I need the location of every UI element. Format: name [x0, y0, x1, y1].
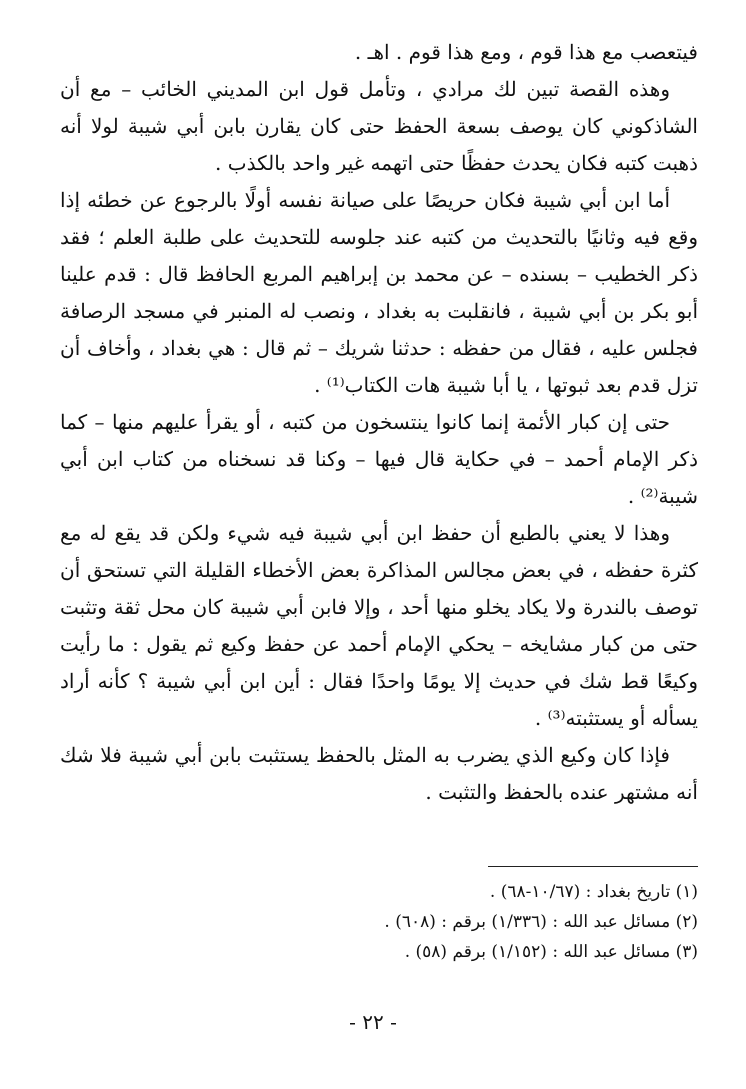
main-text	[60, 34, 698, 811]
paragraph-3: أما ابن أبي شيبة فكان حريصًا على صيانة نفسه أولًا بالرجوع عن خطئه إذا وقع فيه وثانيًا بالتحديث من كتبه عند جلوسه للتحديث على طلبة العلم ؛ فقد ذكر الخطيب – بسنده – عن محمد بن إبراهيم المربع الحافظ قال : قدم علينا أبو بكر بن أبي شيبة ، فانقلبت به بغداد ، ونصب له المنبر في مسجد الرصافة فجلس عليه ، فقال من حفظه : حدثنا شريك – ثم قال : هي بغداد ، وأخاف أن تزل قدم بعد ثبوتها ، يا أبا شيبة هات الكتاب⁽¹⁾ .	[60, 188, 698, 397]
footnotes	[60, 877, 698, 967]
footnote-3: (٣) مسائل عبد الله : (١/١٥٢) برقم (٥٨) .	[404, 942, 698, 962]
paragraph-6: فإذا كان وكيع الذي يضرب به المثل بالحفظ يستثبت بابن أبي شيبة فلا شك أنه مشتهر عنده بالحفظ والتثبت .	[60, 743, 698, 804]
footnote-1: (١) تاريخ بغداد : (١٠/٦٧-٦٨) .	[489, 882, 698, 902]
paragraph-5: وهذا لا يعني بالطبع أن حفظ ابن أبي شيبة فيه شيء ولكن قد يقع له مع كثرة حفظه ، في بعض مجالس المذاكرة بعض الأخطاء القليلة التي تستحق أن توصف بالندرة ولا يكاد يخلو منها أحد ، وإلا فابن أبي شيبة كان محل ثقة وتثبت حتى من كبار مشايخه – يحكي الإمام أحمد عن حفظ وكيع ثم يقول : ما رأيت وكيعًا قط شك في حديث إلا يومًا واحدًا فقال : أين ابن أبي شيبة ؟ كأنه أراد يسأله أو يستثبته⁽³⁾ .	[60, 521, 698, 730]
footnote-divider	[488, 866, 698, 867]
page-number: - ٢٢ -	[349, 1010, 397, 1034]
paragraph-4: حتى إن كبار الأئمة إنما كانوا ينتسخون من كتبه ، أو يقرأ عليهم منها – كما ذكر الإمام أحمد – في حكاية قال فيها – وكنا قد نسخناه من كتاب ابن أبي شيبة⁽²⁾ .	[60, 410, 698, 508]
paragraph-1: فيتعصب مع هذا قوم ، ومع هذا قوم . اهـ .	[354, 40, 698, 64]
paragraph-2: وهذه القصة تبين لك مرادي ، وتأمل قول ابن المديني الخائب – مع أن الشاذكوني كان يوصف بسعة الحفظ حتى كان يقارن بابن أبي شيبة لولا أنه ذهبت كتبه فكان يحدث حفظًا حتى اتهمه غير واحد بالكذب .	[60, 77, 698, 175]
footnote-2: (٢) مسائل عبد الله : (١/٣٣٦) برقم : (٦٠٨) .	[384, 912, 698, 932]
